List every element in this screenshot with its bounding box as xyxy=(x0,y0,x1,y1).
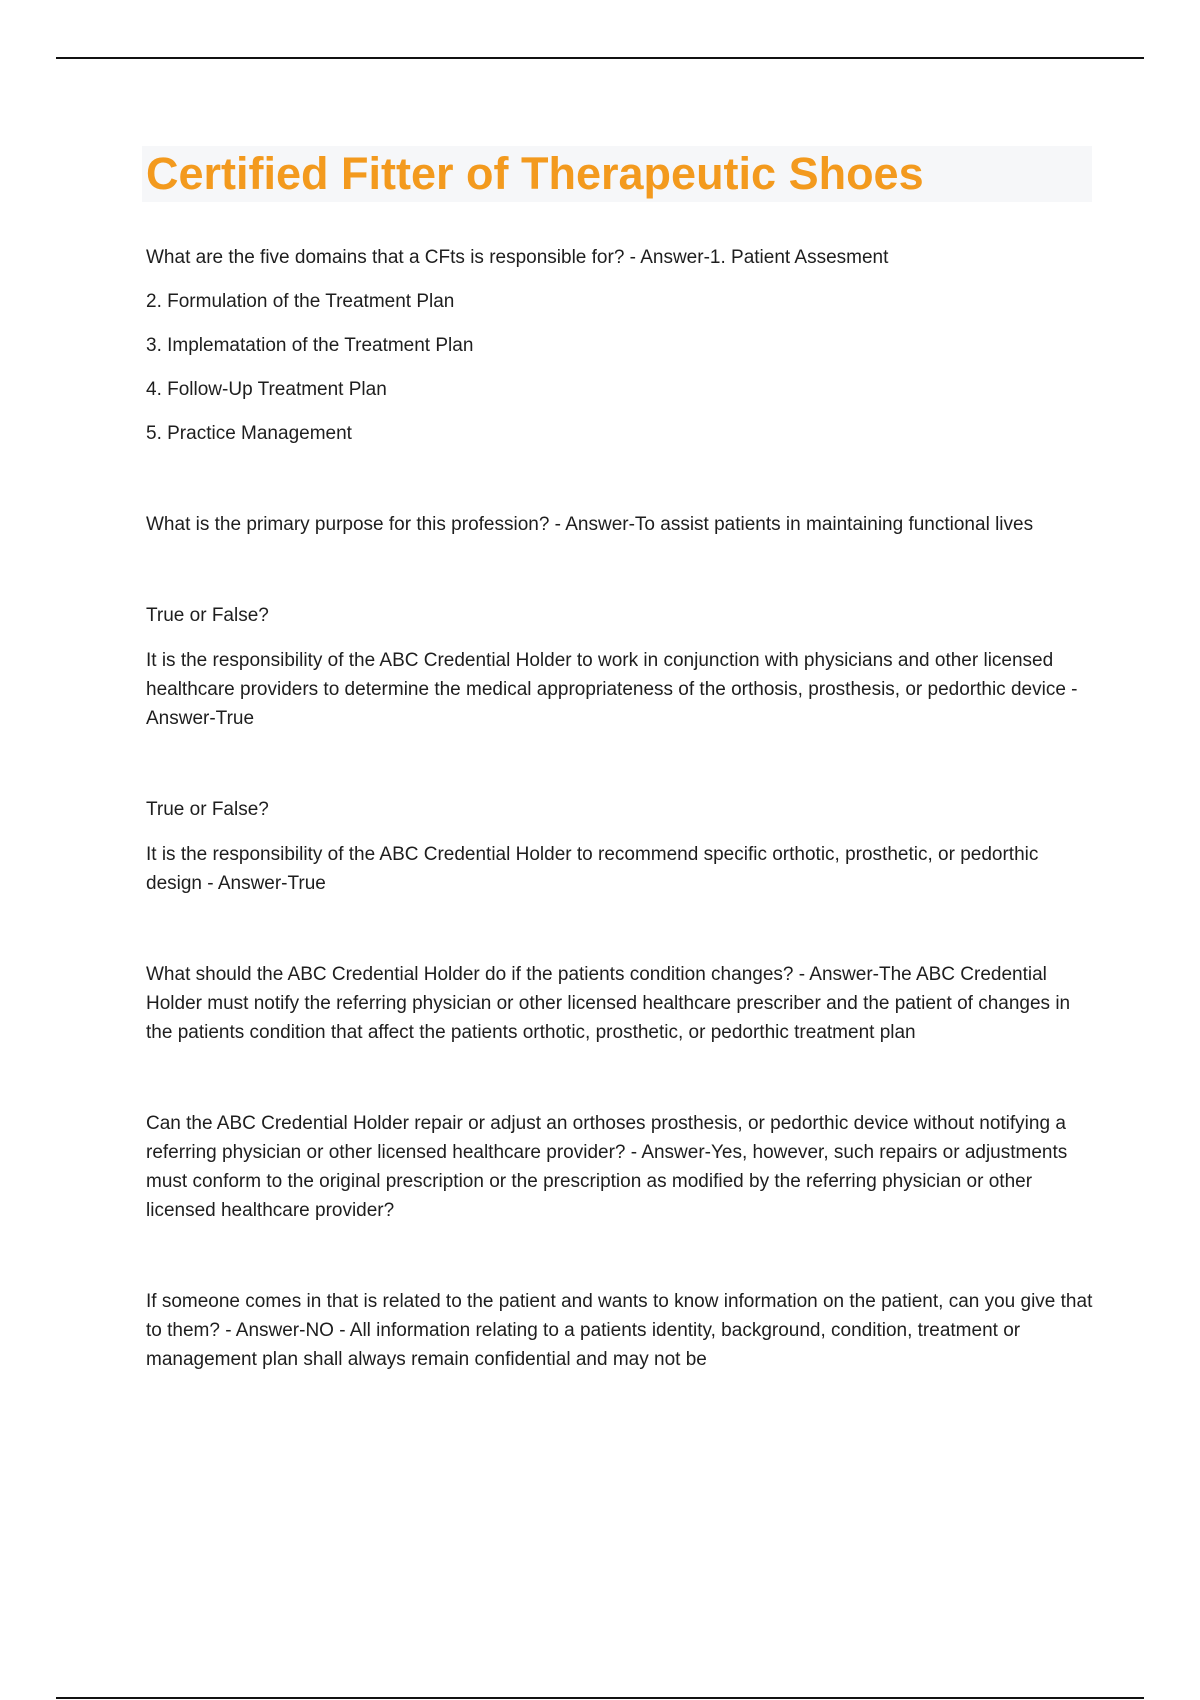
list-item: 5. Practice Management xyxy=(146,423,352,444)
question-answer: Can the ABC Credential Holder repair or adjust an orthoses prosthesis, or pedorthic device without notifying a referring physician or other licensed healthcare provider? - Answer-Yes, however, such repairs or adjustments must conform to the original prescription or the prescription as modified by the referring physician or other licensed healthcare provider? xyxy=(146,1113,1068,1221)
bottom-divider xyxy=(56,1697,1144,1699)
top-divider xyxy=(56,57,1144,59)
list-item: 2. Formulation of the Treatment Plan xyxy=(146,291,455,312)
document-title: Certified Fitter of Therapeutic Shoes xyxy=(146,148,924,199)
question-answer: What should the ABC Credential Holder do if the patients condition changes? - Answer-The ABC Credential Holder must notify the referring physician or other licensed healthcare prescriber and the patient of changes in the patients condition that affect the patients orthotic, prosthetic, or pedorthic treatment plan xyxy=(146,964,1071,1043)
question-answer: It is the responsibility of the ABC Credential Holder to recommend specific orthotic, prosthetic, or pedorthic design - Answer-True xyxy=(146,844,1039,894)
qa-block xyxy=(146,510,1096,539)
question-answer: It is the responsibility of the ABC Credential Holder to work in conjunction with physicians and other licensed healthcare providers to determine the medical appropriateness of the orthosis, prosthesis, or pedorthic device - Answer-True xyxy=(146,650,1078,729)
qa-block xyxy=(146,1287,1096,1374)
question-answer: What is the primary purpose for this profession? - Answer-To assist patients in maintaining functional lives xyxy=(146,514,1034,535)
qa-block xyxy=(146,1109,1096,1225)
question-answer: If someone comes in that is related to the patient and wants to know information on the patient, can you give that to them? - Answer-NO - All information relating to a patients identity, background, condition, treatment or management plan shall always remain confidential and may not be xyxy=(146,1291,1093,1370)
question-prompt: True or False? xyxy=(146,799,269,820)
question-answer: What are the five domains that a CFts is responsible for? - Answer-1. Patient Assesment xyxy=(146,247,889,268)
document-body xyxy=(146,243,1096,1374)
qa-block xyxy=(146,960,1096,1047)
list-item: 3. Implematation of the Treatment Plan xyxy=(146,335,474,356)
question-prompt: True or False? xyxy=(146,605,269,626)
qa-block xyxy=(146,795,1096,898)
list-item: 4. Follow-Up Treatment Plan xyxy=(146,379,387,400)
qa-block xyxy=(146,243,1096,448)
qa-block xyxy=(146,601,1096,733)
